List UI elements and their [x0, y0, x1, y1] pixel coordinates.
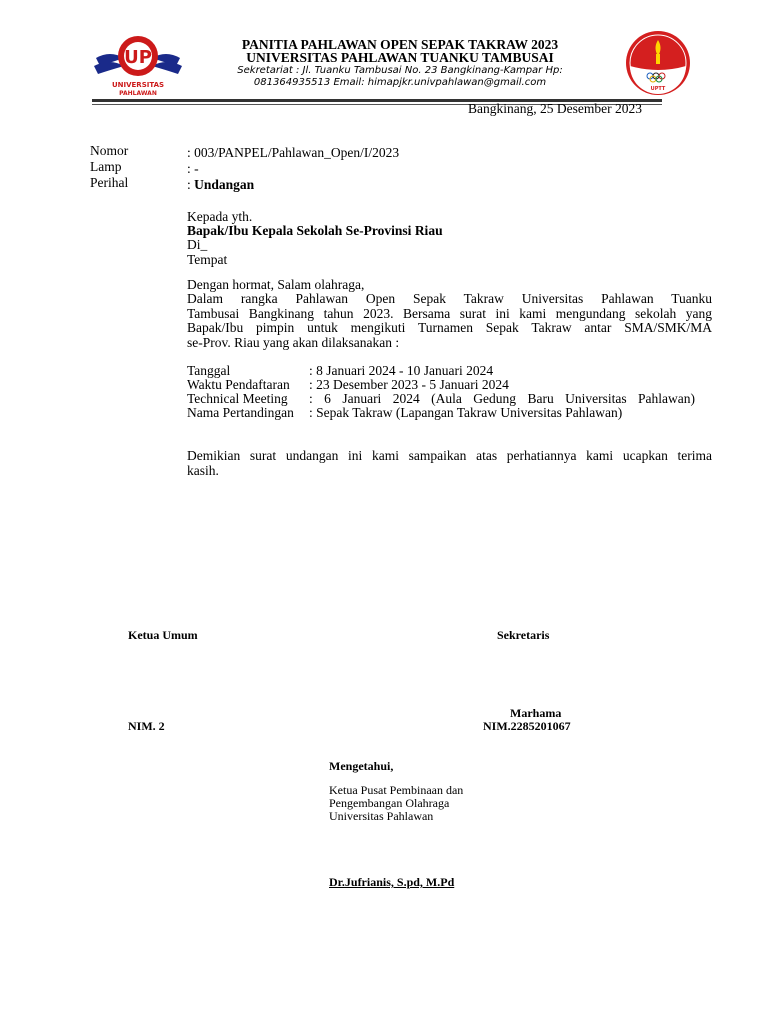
- body-paragraph: [187, 292, 712, 350]
- acknowledgement-line1: Ketua Pusat Pembinaan dan: [329, 783, 464, 797]
- perihal-value: Undangan: [194, 177, 255, 192]
- acknowledgement-name: Dr.Jufrianis, S.pd, M.Pd: [329, 875, 455, 889]
- perihal-label: Perihal: [90, 175, 129, 190]
- closing-line2: kasih.: [187, 462, 219, 478]
- ketua-title: Ketua Umum: [128, 628, 198, 642]
- recipient-line3: Di_: [187, 237, 208, 252]
- detail-label-pertandingan: Nama Pertandingan: [187, 405, 294, 420]
- recipient-line2: Bapak/Ibu Kepala Sekolah Se-Provinsi Riau: [187, 223, 443, 238]
- acknowledgement-line2: Pengembangan Olahraga: [329, 796, 450, 810]
- closing-line1: Demikian surat undangan ini kami sampaikan atas perhatiannya kami ucapkan terima: [187, 449, 712, 463]
- body-line3: Bapak/Ibu pimpin untuk mengikuti Turnamen Sepak Takraw antar SMA/SMK/MA: [187, 321, 712, 335]
- svg-text:UNIVERSITAS: UNIVERSITAS: [111, 81, 165, 89]
- svg-text:PAHLAWAN: PAHLAWAN: [119, 90, 157, 97]
- detail-value-pertandingan: : Sepak Takraw (Lapangan Takraw Universitas Pahlawan): [309, 405, 623, 420]
- sekretaris-name: Marhama: [510, 706, 562, 720]
- lamp-label: Lamp: [90, 159, 122, 174]
- sekretaris-nim: NIM.2285201067: [483, 719, 571, 733]
- acknowledgement-line3: Universitas Pahlawan: [329, 809, 434, 823]
- letterhead-address-line2: 081364935513 Email: himapjkr.univpahlawan@gmail.com: [253, 77, 547, 88]
- letterhead-title-line2: UNIVERSITAS PAHLAWAN TUANKU TAMBUSAI: [246, 50, 554, 65]
- body-line1: Dalam rangka Pahlawan Open Sepak Takraw Universitas Pahlawan Tuanku: [187, 292, 712, 306]
- detail-label-tanggal: Tanggal: [187, 363, 231, 378]
- letterhead-title-line1: PANITIA PAHLAWAN OPEN SEPAK TAKRAW 2023: [241, 37, 559, 52]
- ketua-nim: NIM. 2: [128, 719, 165, 733]
- recipient-line1: Kepada yth.: [187, 209, 253, 224]
- letterhead-address-line1: Sekretariat : Jl. Tuanku Tambusai No. 23 Bangkinang-Kampar Hp:: [237, 65, 563, 76]
- body-line2: Tambusai Bangkinang tahun 2023. Bersama surat ini kami mengundang sekolah yang: [187, 306, 712, 321]
- recipient-line4: Tempat: [187, 252, 228, 267]
- body-line4: se-Prov. Riau yang akan dilaksanakan :: [187, 334, 400, 350]
- svg-text:UPTT: UPTT: [650, 86, 666, 92]
- greeting: Dengan hormat, Salam olahraga,: [187, 277, 365, 292]
- closing-paragraph: [187, 449, 712, 478]
- svg-text:UP: UP: [124, 47, 152, 68]
- detail-label-pendaftaran: Waktu Pendaftaran: [187, 377, 290, 392]
- letter-date: Bangkinang, 25 Desember 2023: [468, 101, 642, 116]
- nomor-value: : 003/PANPEL/Pahlawan_Open/I/2023: [187, 145, 400, 160]
- lamp-value: : -: [187, 161, 199, 176]
- detail-value-pendaftaran: : 23 Desember 2023 - 5 Januari 2024: [309, 377, 509, 392]
- perihal-colon: :: [187, 177, 195, 192]
- detail-label-technical-meeting: Technical Meeting: [187, 391, 288, 406]
- perihal-row: [187, 178, 254, 193]
- technical-meeting-text: : 6 Januari 2024 (Aula Gedung Baru Universitas Pahlawan): [309, 392, 695, 406]
- detail-value-tanggal: : 8 Januari 2024 - 10 Januari 2024: [309, 363, 494, 378]
- nomor-label: Nomor: [90, 143, 129, 158]
- acknowledgement-heading: Mengetahui,: [329, 759, 394, 773]
- sekretaris-title: Sekretaris: [497, 628, 550, 642]
